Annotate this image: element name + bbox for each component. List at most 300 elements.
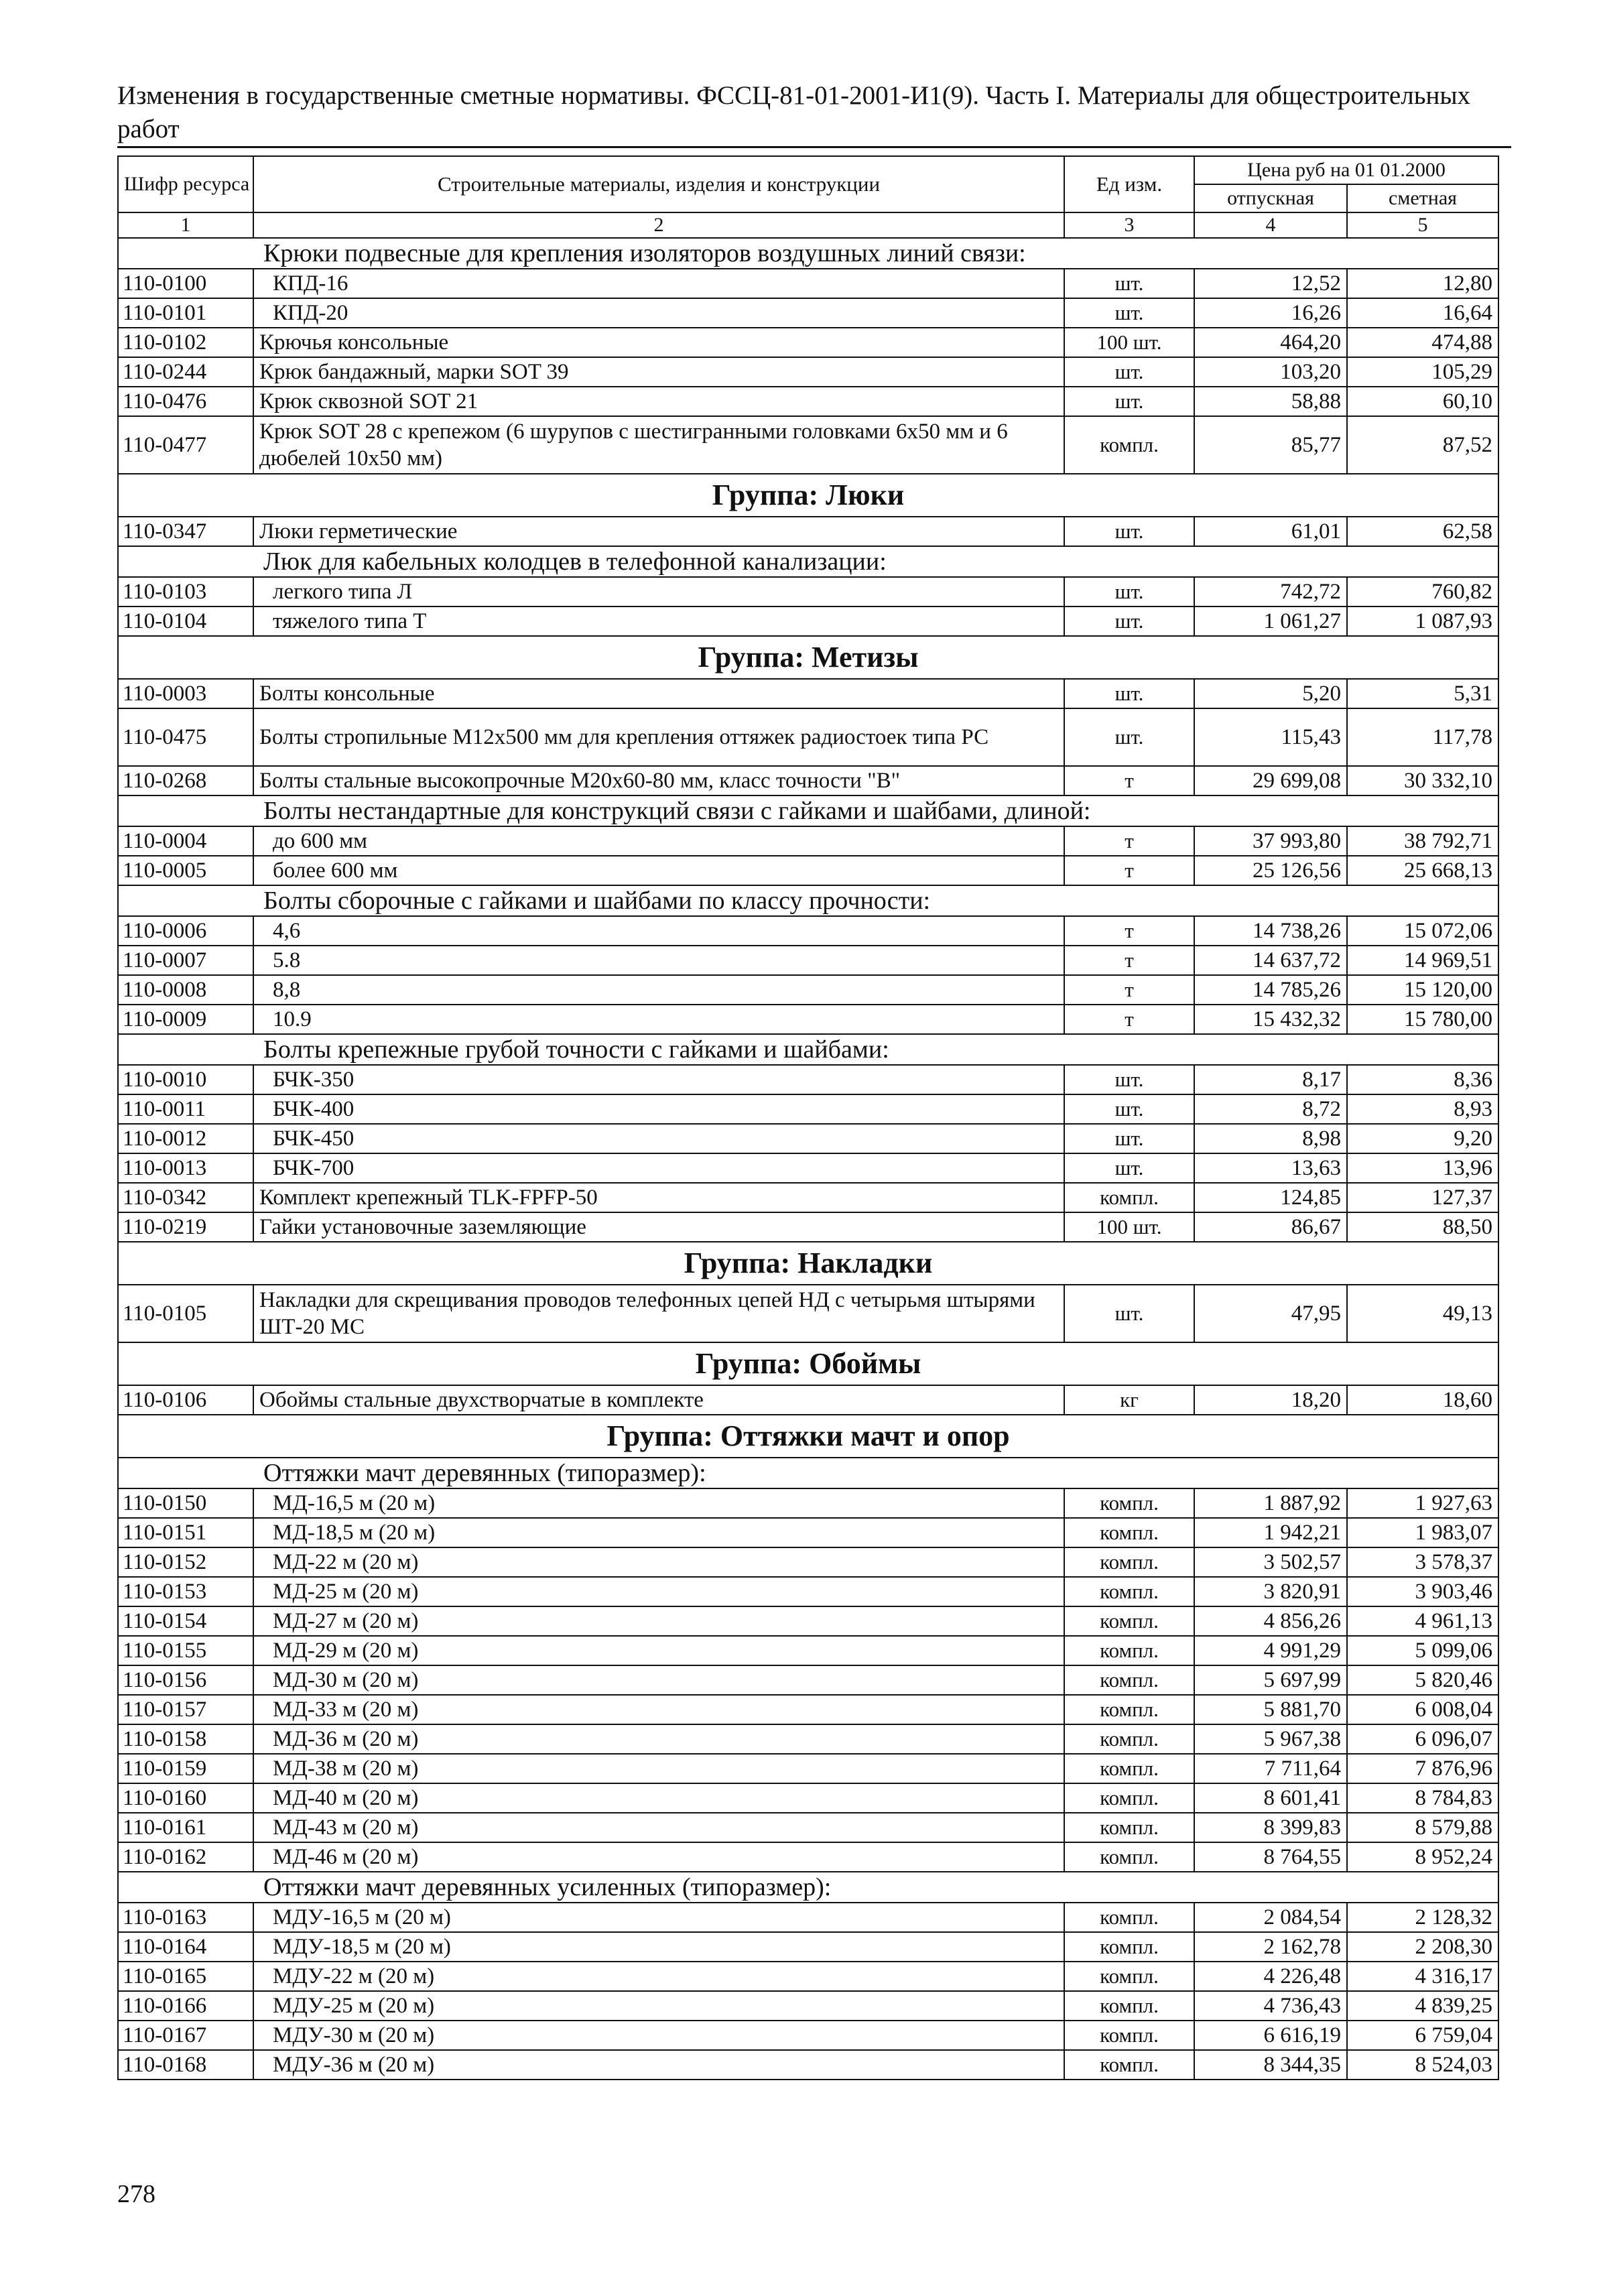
group-row	[118, 1342, 1498, 1385]
table-row	[118, 607, 1498, 636]
table-row	[118, 916, 1498, 946]
unit-cell: компл.	[1064, 1813, 1194, 1842]
resource-code: 110-0244	[118, 357, 253, 387]
material-name: тяжелого типа Т	[253, 607, 1064, 636]
estimate-price: 12,80	[1347, 269, 1498, 298]
estimate-price: 2 128,32	[1347, 1903, 1498, 1932]
estimate-price: 3 578,37	[1347, 1547, 1498, 1577]
estimate-price: 4 961,13	[1347, 1606, 1498, 1636]
release-price: 5 967,38	[1194, 1724, 1347, 1754]
estimate-price: 8,93	[1347, 1094, 1498, 1124]
estimate-price: 760,82	[1347, 577, 1498, 607]
estimate-price: 18,60	[1347, 1385, 1498, 1415]
estimate-price: 5 820,46	[1347, 1665, 1498, 1695]
unit-cell: компл.	[1064, 1665, 1194, 1695]
table-row	[118, 1547, 1498, 1577]
table-row	[118, 1183, 1498, 1212]
header-price-estimate: сметная	[1347, 184, 1498, 212]
material-name: БЧК-700	[253, 1153, 1064, 1183]
header-unit: Ед изм.	[1064, 156, 1194, 212]
unit-cell: шт.	[1064, 1065, 1194, 1094]
resource-code: 110-0157	[118, 1695, 253, 1724]
material-name: МДУ-16,5 м (20 м)	[253, 1903, 1064, 1932]
material-name: Крючья консольные	[253, 328, 1064, 357]
material-name: Болты стропильные М12х500 мм для крепления оттяжек радиостоек типа РС	[253, 708, 1064, 766]
release-price: 12,52	[1194, 269, 1347, 298]
resource-code: 110-0164	[118, 1932, 253, 1962]
resource-code: 110-0011	[118, 1094, 253, 1124]
resource-code: 110-0106	[118, 1385, 253, 1415]
table-row	[118, 1962, 1498, 1991]
table-row	[118, 1065, 1498, 1094]
estimate-price: 3 903,46	[1347, 1577, 1498, 1606]
table-row	[118, 1636, 1498, 1665]
column-number-row	[118, 212, 1498, 238]
estimate-price: 8,36	[1347, 1065, 1498, 1094]
subheading: Болты крепежные грубой точности с гайками и шайбами:	[118, 1034, 1498, 1065]
estimate-price: 25 668,13	[1347, 856, 1498, 885]
table-row	[118, 1754, 1498, 1783]
material-name: МД-18,5 м (20 м)	[253, 1518, 1064, 1547]
estimate-price: 105,29	[1347, 357, 1498, 387]
unit-cell: т	[1064, 1005, 1194, 1034]
material-name: Крюк SOT 28 с крепежом (6 шурупов с шестигранными головками 6х50 мм и 6 дюбелей 10х50 мм)	[253, 416, 1064, 474]
table-row	[118, 708, 1498, 766]
unit-cell: шт.	[1064, 1153, 1194, 1183]
release-price: 103,20	[1194, 357, 1347, 387]
column-number: 1	[118, 212, 253, 238]
table-row	[118, 577, 1498, 607]
unit-cell: т	[1064, 826, 1194, 856]
resource-code: 110-0105	[118, 1285, 253, 1342]
table-row	[118, 1813, 1498, 1842]
release-price: 1 061,27	[1194, 607, 1347, 636]
estimate-price: 62,58	[1347, 517, 1498, 546]
release-price: 464,20	[1194, 328, 1347, 357]
unit-cell: компл.	[1064, 2021, 1194, 2050]
column-number: 5	[1347, 212, 1498, 238]
table-row	[118, 1724, 1498, 1754]
material-name: МДУ-25 м (20 м)	[253, 1991, 1064, 2021]
material-name: МДУ-22 м (20 м)	[253, 1962, 1064, 1991]
resource-code: 110-0477	[118, 416, 253, 474]
unit-cell: т	[1064, 975, 1194, 1005]
table-row	[118, 269, 1498, 298]
resource-code: 110-0160	[118, 1783, 253, 1813]
resource-code: 110-0150	[118, 1488, 253, 1518]
title-rule	[117, 146, 1511, 148]
unit-cell: компл.	[1064, 1636, 1194, 1665]
subheading: Болты сборочные с гайками и шайбами по классу прочности:	[118, 885, 1498, 916]
release-price: 4 226,48	[1194, 1962, 1347, 1991]
estimate-price: 4 839,25	[1347, 1991, 1498, 2021]
resource-code: 110-0159	[118, 1754, 253, 1783]
unit-cell: т	[1064, 856, 1194, 885]
estimate-price: 474,88	[1347, 328, 1498, 357]
unit-cell: компл.	[1064, 1754, 1194, 1783]
resource-code: 110-0166	[118, 1991, 253, 2021]
release-price: 13,63	[1194, 1153, 1347, 1183]
subheading-row	[118, 1872, 1498, 1903]
group-heading: Группа: Люки	[118, 474, 1498, 517]
material-name: Накладки для скрещивания проводов телефонных цепей НД с четырьмя штырями ШТ-20 МС	[253, 1285, 1064, 1342]
material-name: легкого типа Л	[253, 577, 1064, 607]
resource-code: 110-0168	[118, 2050, 253, 2080]
table-row	[118, 357, 1498, 387]
unit-cell: компл.	[1064, 2050, 1194, 2080]
estimate-price: 1 983,07	[1347, 1518, 1498, 1547]
resource-code: 110-0104	[118, 607, 253, 636]
estimate-price: 5 099,06	[1347, 1636, 1498, 1665]
release-price: 8 344,35	[1194, 2050, 1347, 2080]
resource-code: 110-0008	[118, 975, 253, 1005]
release-price: 14 785,26	[1194, 975, 1347, 1005]
material-name: МД-36 м (20 м)	[253, 1724, 1064, 1754]
subheading-row	[118, 546, 1498, 577]
unit-cell: шт.	[1064, 679, 1194, 708]
subheading: Оттяжки мачт деревянных (типоразмер):	[118, 1458, 1498, 1488]
subheading: Люк для кабельных колодцев в телефонной канализации:	[118, 546, 1498, 577]
resource-code: 110-0153	[118, 1577, 253, 1606]
material-name: Болты стальные высокопрочные М20х60-80 мм, класс точности "В"	[253, 766, 1064, 795]
unit-cell: 100 шт.	[1064, 328, 1194, 357]
estimate-price: 6 096,07	[1347, 1724, 1498, 1754]
table-row	[118, 1783, 1498, 1813]
estimate-price: 15 120,00	[1347, 975, 1498, 1005]
column-number: 3	[1064, 212, 1194, 238]
estimate-price: 8 784,83	[1347, 1783, 1498, 1813]
table-row	[118, 2021, 1498, 2050]
unit-cell: компл.	[1064, 1547, 1194, 1577]
release-price: 5 881,70	[1194, 1695, 1347, 1724]
resource-code: 110-0163	[118, 1903, 253, 1932]
table-row	[118, 1212, 1498, 1242]
table-row	[118, 1005, 1498, 1034]
group-heading: Группа: Оттяжки мачт и опор	[118, 1415, 1498, 1458]
table-row	[118, 679, 1498, 708]
resource-code: 110-0013	[118, 1153, 253, 1183]
table-row	[118, 1094, 1498, 1124]
header-price-release: отпускная	[1194, 184, 1347, 212]
release-price: 61,01	[1194, 517, 1347, 546]
material-name: Люки герметические	[253, 517, 1064, 546]
resource-code: 110-0161	[118, 1813, 253, 1842]
resource-code: 110-0165	[118, 1962, 253, 1991]
resource-code: 110-0006	[118, 916, 253, 946]
table-row	[118, 387, 1498, 416]
material-name: МД-38 м (20 м)	[253, 1754, 1064, 1783]
release-price: 8,98	[1194, 1124, 1347, 1153]
resource-code: 110-0156	[118, 1665, 253, 1695]
release-price: 58,88	[1194, 387, 1347, 416]
release-price: 29 699,08	[1194, 766, 1347, 795]
resource-code: 110-0219	[118, 1212, 253, 1242]
header-price-group: Цена руб на 01 01.2000	[1194, 156, 1498, 184]
table-row	[118, 766, 1498, 795]
unit-cell: шт.	[1064, 607, 1194, 636]
material-name: МД-30 м (20 м)	[253, 1665, 1064, 1695]
table-body	[118, 238, 1498, 2080]
unit-cell: шт.	[1064, 1285, 1194, 1342]
release-price: 124,85	[1194, 1183, 1347, 1212]
estimate-price: 88,50	[1347, 1212, 1498, 1242]
table-row	[118, 946, 1498, 975]
subheading-row	[118, 1458, 1498, 1488]
table-row	[118, 1606, 1498, 1636]
estimate-price: 117,78	[1347, 708, 1498, 766]
estimate-price: 14 969,51	[1347, 946, 1498, 975]
table-row	[118, 1285, 1498, 1342]
release-price: 2 084,54	[1194, 1903, 1347, 1932]
unit-cell: компл.	[1064, 1724, 1194, 1754]
release-price: 37 993,80	[1194, 826, 1347, 856]
subheading-row	[118, 885, 1498, 916]
release-price: 8 764,55	[1194, 1842, 1347, 1872]
table-row	[118, 298, 1498, 328]
resource-code: 110-0151	[118, 1518, 253, 1547]
unit-cell: шт.	[1064, 357, 1194, 387]
release-price: 8,17	[1194, 1065, 1347, 1094]
resource-code: 110-0155	[118, 1636, 253, 1665]
group-heading: Группа: Обоймы	[118, 1342, 1498, 1385]
material-name: МД-33 м (20 м)	[253, 1695, 1064, 1724]
estimate-price: 87,52	[1347, 416, 1498, 474]
estimate-price: 15 072,06	[1347, 916, 1498, 946]
column-number: 4	[1194, 212, 1347, 238]
release-price: 7 711,64	[1194, 1754, 1347, 1783]
unit-cell: компл.	[1064, 1518, 1194, 1547]
table-row	[118, 1124, 1498, 1153]
unit-cell: компл.	[1064, 1903, 1194, 1932]
header-name: Строительные материалы, изделия и конструкции	[253, 156, 1064, 212]
group-row	[118, 636, 1498, 679]
material-name: МД-22 м (20 м)	[253, 1547, 1064, 1577]
unit-cell: шт.	[1064, 387, 1194, 416]
unit-cell: компл.	[1064, 1606, 1194, 1636]
estimate-price: 13,96	[1347, 1153, 1498, 1183]
resource-code: 110-0010	[118, 1065, 253, 1094]
release-price: 86,67	[1194, 1212, 1347, 1242]
unit-cell: компл.	[1064, 1488, 1194, 1518]
material-name: 5.8	[253, 946, 1064, 975]
material-name: МД-25 м (20 м)	[253, 1577, 1064, 1606]
material-name: более 600 мм	[253, 856, 1064, 885]
materials-price-table	[117, 155, 1499, 2080]
unit-cell: шт.	[1064, 577, 1194, 607]
table-row	[118, 856, 1498, 885]
subheading: Крюки подвесные для крепления изоляторов воздушных линий связи:	[118, 238, 1498, 269]
unit-cell: шт.	[1064, 298, 1194, 328]
material-name: до 600 мм	[253, 826, 1064, 856]
unit-cell: т	[1064, 946, 1194, 975]
table-row	[118, 1577, 1498, 1606]
material-name: 8,8	[253, 975, 1064, 1005]
release-price: 6 616,19	[1194, 2021, 1347, 2050]
material-name: МД-46 м (20 м)	[253, 1842, 1064, 1872]
estimate-price: 60,10	[1347, 387, 1498, 416]
estimate-price: 127,37	[1347, 1183, 1498, 1212]
resource-code: 110-0003	[118, 679, 253, 708]
release-price: 47,95	[1194, 1285, 1347, 1342]
unit-cell: компл.	[1064, 1842, 1194, 1872]
estimate-price: 6 759,04	[1347, 2021, 1498, 2050]
unit-cell: шт.	[1064, 1124, 1194, 1153]
release-price: 5,20	[1194, 679, 1347, 708]
release-price: 4 856,26	[1194, 1606, 1347, 1636]
material-name: Крюк сквозной SOT 21	[253, 387, 1064, 416]
material-name: МДУ-36 м (20 м)	[253, 2050, 1064, 2080]
material-name: КПД-20	[253, 298, 1064, 328]
release-price: 8,72	[1194, 1094, 1347, 1124]
material-name: МД-16,5 м (20 м)	[253, 1488, 1064, 1518]
table-row	[118, 1695, 1498, 1724]
header-code: Шифр ресурса	[118, 156, 253, 212]
estimate-price: 1 927,63	[1347, 1488, 1498, 1518]
estimate-price: 8 952,24	[1347, 1842, 1498, 1872]
table-row	[118, 1518, 1498, 1547]
estimate-price: 5,31	[1347, 679, 1498, 708]
unit-cell: компл.	[1064, 1783, 1194, 1813]
resource-code: 110-0101	[118, 298, 253, 328]
material-name: МД-29 м (20 м)	[253, 1636, 1064, 1665]
resource-code: 110-0004	[118, 826, 253, 856]
estimate-price: 2 208,30	[1347, 1932, 1498, 1962]
release-price: 3 502,57	[1194, 1547, 1347, 1577]
release-price: 14 738,26	[1194, 916, 1347, 946]
unit-cell: компл.	[1064, 1577, 1194, 1606]
release-price: 18,20	[1194, 1385, 1347, 1415]
resource-code: 110-0167	[118, 2021, 253, 2050]
group-heading: Группа: Накладки	[118, 1242, 1498, 1285]
subheading-row	[118, 238, 1498, 269]
release-price: 115,43	[1194, 708, 1347, 766]
resource-code: 110-0158	[118, 1724, 253, 1754]
unit-cell: шт.	[1064, 1094, 1194, 1124]
material-name: 4,6	[253, 916, 1064, 946]
table-row	[118, 517, 1498, 546]
release-price: 8 399,83	[1194, 1813, 1347, 1842]
release-price: 742,72	[1194, 577, 1347, 607]
release-price: 1 887,92	[1194, 1488, 1347, 1518]
unit-cell: компл.	[1064, 1695, 1194, 1724]
estimate-price: 15 780,00	[1347, 1005, 1498, 1034]
estimate-price: 8 524,03	[1347, 2050, 1498, 2080]
estimate-price: 7 876,96	[1347, 1754, 1498, 1783]
resource-code: 110-0005	[118, 856, 253, 885]
resource-code: 110-0154	[118, 1606, 253, 1636]
table-row	[118, 1991, 1498, 2021]
unit-cell: компл.	[1064, 416, 1194, 474]
table-row	[118, 1488, 1498, 1518]
group-row	[118, 474, 1498, 517]
unit-cell: компл.	[1064, 1183, 1194, 1212]
estimate-price: 4 316,17	[1347, 1962, 1498, 1991]
subheading-row	[118, 1034, 1498, 1065]
estimate-price: 30 332,10	[1347, 766, 1498, 795]
document-title: Изменения в государственные сметные нормативы. ФССЦ-81-01-2001-И1(9). Часть I. Материалы для общестроительных работ	[117, 81, 1471, 143]
release-price: 14 637,72	[1194, 946, 1347, 975]
material-name: МД-27 м (20 м)	[253, 1606, 1064, 1636]
release-price: 15 432,32	[1194, 1005, 1347, 1034]
table-row	[118, 1385, 1498, 1415]
release-price: 85,77	[1194, 416, 1347, 474]
unit-cell: 100 шт.	[1064, 1212, 1194, 1242]
material-name: БЧК-350	[253, 1065, 1064, 1094]
table-row	[118, 826, 1498, 856]
table-row	[118, 328, 1498, 357]
resource-code: 110-0012	[118, 1124, 253, 1153]
resource-code: 110-0475	[118, 708, 253, 766]
resource-code: 110-0100	[118, 269, 253, 298]
material-name: Комплект крепежный TLK-FPFP-50	[253, 1183, 1064, 1212]
estimate-price: 8 579,88	[1347, 1813, 1498, 1842]
subheading-row	[118, 795, 1498, 826]
unit-cell: компл.	[1064, 1991, 1194, 2021]
unit-cell: шт.	[1064, 517, 1194, 546]
resource-code: 110-0007	[118, 946, 253, 975]
unit-cell: т	[1064, 766, 1194, 795]
unit-cell: компл.	[1064, 1962, 1194, 1991]
material-name: Болты консольные	[253, 679, 1064, 708]
table-row	[118, 1903, 1498, 1932]
group-row	[118, 1242, 1498, 1285]
estimate-price: 38 792,71	[1347, 826, 1498, 856]
resource-code: 110-0342	[118, 1183, 253, 1212]
material-name: Крюк бандажный, марки SOT 39	[253, 357, 1064, 387]
column-number: 2	[253, 212, 1064, 238]
estimate-price: 9,20	[1347, 1124, 1498, 1153]
material-name: МД-43 м (20 м)	[253, 1813, 1064, 1842]
resource-code: 110-0102	[118, 328, 253, 357]
subheading: Оттяжки мачт деревянных усиленных (типоразмер):	[118, 1872, 1498, 1903]
resource-code: 110-0152	[118, 1547, 253, 1577]
resource-code: 110-0347	[118, 517, 253, 546]
material-name: МДУ-18,5 м (20 м)	[253, 1932, 1064, 1962]
estimate-price: 1 087,93	[1347, 607, 1498, 636]
resource-code: 110-0268	[118, 766, 253, 795]
unit-cell: шт.	[1064, 708, 1194, 766]
table-row	[118, 1665, 1498, 1695]
unit-cell: компл.	[1064, 1932, 1194, 1962]
material-name: Гайки установочные заземляющие	[253, 1212, 1064, 1242]
release-price: 4 991,29	[1194, 1636, 1347, 1665]
estimate-price: 49,13	[1347, 1285, 1498, 1342]
release-price: 2 162,78	[1194, 1932, 1347, 1962]
unit-cell: т	[1064, 916, 1194, 946]
table-row	[118, 975, 1498, 1005]
group-row	[118, 1415, 1498, 1458]
subheading: Болты нестандартные для конструкций связи с гайками и шайбами, длиной:	[118, 795, 1498, 826]
unit-cell: шт.	[1064, 269, 1194, 298]
material-name: 10.9	[253, 1005, 1064, 1034]
material-name: БЧК-400	[253, 1094, 1064, 1124]
table-row	[118, 2050, 1498, 2080]
resource-code: 110-0162	[118, 1842, 253, 1872]
table-row	[118, 1932, 1498, 1962]
unit-cell: кг	[1064, 1385, 1194, 1415]
page-number: 278	[117, 2180, 155, 2208]
release-price: 3 820,91	[1194, 1577, 1347, 1606]
group-heading: Группа: Метизы	[118, 636, 1498, 679]
material-name: МДУ-30 м (20 м)	[253, 2021, 1064, 2050]
resource-code: 110-0009	[118, 1005, 253, 1034]
material-name: БЧК-450	[253, 1124, 1064, 1153]
table-row	[118, 1153, 1498, 1183]
release-price: 25 126,56	[1194, 856, 1347, 885]
release-price: 8 601,41	[1194, 1783, 1347, 1813]
material-name: Обоймы стальные двухстворчатые в комплекте	[253, 1385, 1064, 1415]
resource-code: 110-0103	[118, 577, 253, 607]
